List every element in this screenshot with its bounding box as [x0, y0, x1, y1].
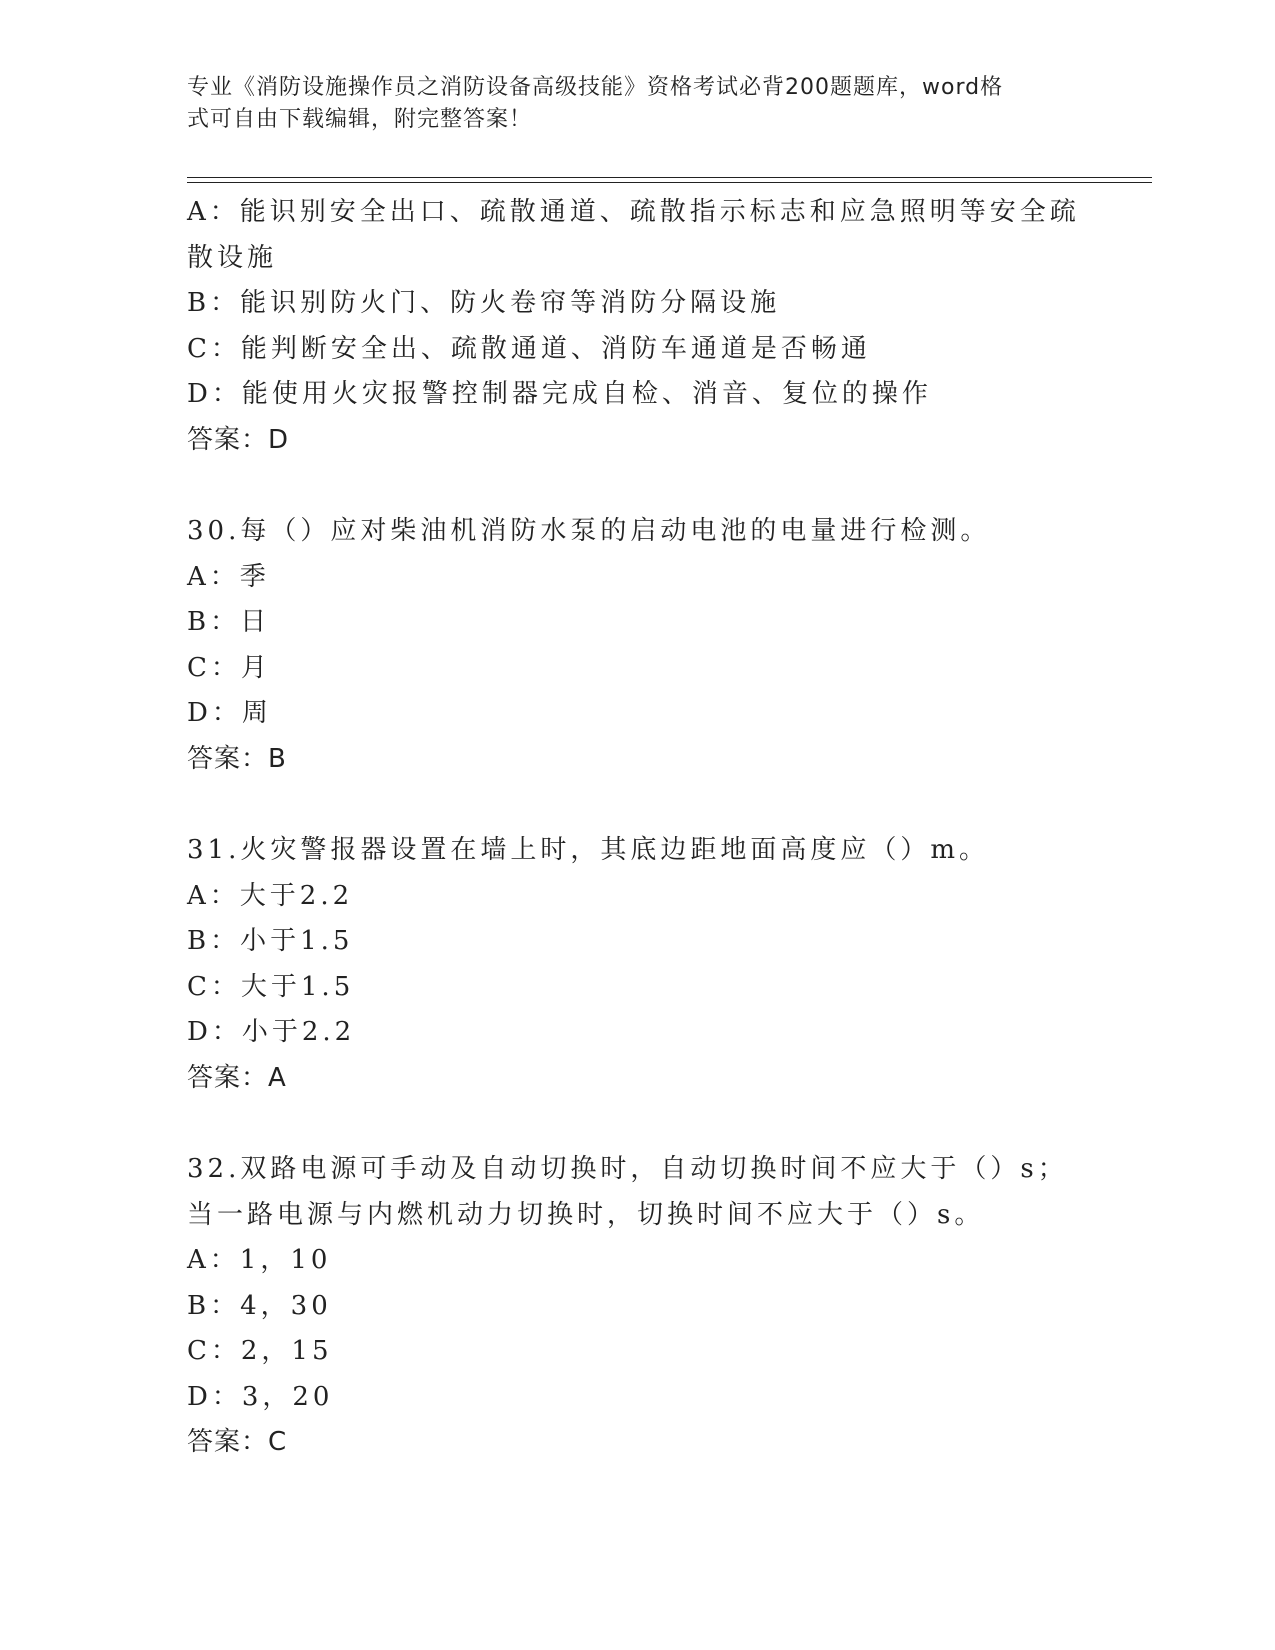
- option-a: A：1，10: [187, 1245, 332, 1275]
- question-stem: 30.每（）应对柴油机消防水泵的启动电池的电量进行检测。: [187, 516, 991, 546]
- header-line-2: 式可自由下载编辑，附完整答案！: [187, 107, 533, 132]
- option-c: C：大于1.5: [187, 971, 355, 1002]
- option-c: C：月: [187, 652, 271, 683]
- answer-label: 答案：C: [187, 1427, 288, 1457]
- option-c: C：2，15: [187, 1336, 333, 1366]
- document-header: [187, 72, 1067, 136]
- option-c: C：能判断安全出、疏散通道、消防车通道是否畅通: [187, 333, 871, 364]
- answer-label: 答案：D: [187, 424, 290, 455]
- question-32: [187, 1147, 1087, 1466]
- header-divider-bottom: [187, 182, 1152, 183]
- answer-label: 答案：B: [187, 743, 287, 774]
- option-d: D：周: [187, 698, 272, 728]
- question-stem: 32.双路电源可手动及自动切换时，自动切换时间不应大于（）s；当一路电源与内燃机动力切换时，切换时间不应大于（）s。: [187, 1154, 1068, 1230]
- option-a: A：能识别安全出口、疏散通道、疏散指示标志和应急照明等安全疏散设施: [187, 197, 1080, 273]
- option-d: D：小于2.2: [187, 1017, 356, 1047]
- option-b: B：日: [187, 607, 271, 637]
- question-29: [187, 190, 1087, 463]
- option-b: B：小于1.5: [187, 926, 354, 956]
- header-divider-top: [187, 177, 1152, 178]
- option-d: D：3，20: [187, 1381, 334, 1412]
- option-a: A：季: [187, 561, 270, 592]
- question-30: [187, 509, 1087, 782]
- question-list: [187, 190, 1087, 1512]
- option-b: B：能识别防火门、防火卷帘等消防分隔设施: [187, 288, 781, 318]
- answer-label: 答案：A: [187, 1062, 287, 1093]
- option-d: D：能使用火灾报警控制器完成自检、消音、复位的操作: [187, 379, 932, 409]
- option-b: B：4，30: [187, 1290, 332, 1321]
- question-31: [187, 828, 1087, 1101]
- question-stem: 31.火灾警报器设置在墙上时，其底边距地面高度应（）m。: [187, 835, 990, 865]
- option-a: A：大于2.2: [187, 880, 354, 911]
- header-line-1: 专业《消防设施操作员之消防设备高级技能》资格考试必背200题题库，word格: [187, 75, 1004, 100]
